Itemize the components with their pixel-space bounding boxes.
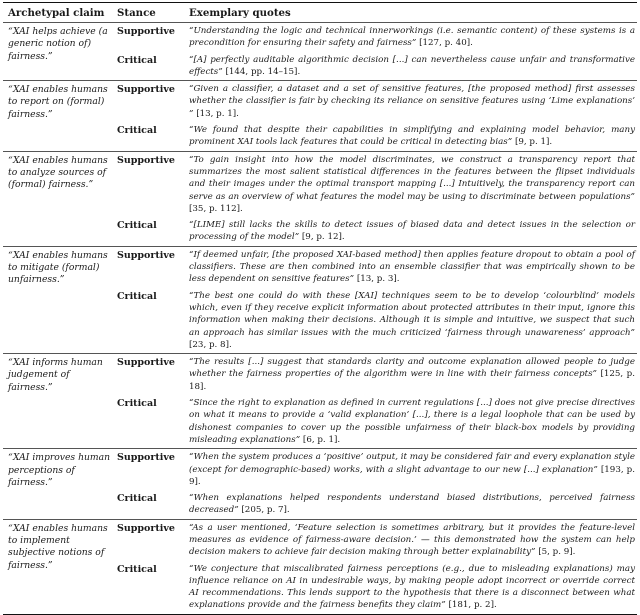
table-row (117, 288, 637, 353)
exemplary-quote (189, 249, 637, 286)
exemplary-quote (189, 219, 637, 244)
archetypal-claim: “XAI improves human perceptions of fairness.” (8, 452, 111, 488)
exemplary-quote (189, 492, 637, 517)
quote-text: “The best one could do with these [XAI] techniques seem to be to develop ‘colourblind’ models which, even if they receive explicit information about protected attributes in their input, ignore this information when making their decisions. Although it is simple and intuitive, we suspect that such an approach has similar issues with the much criticized ‘fairness through unawareness’ approach” (189, 290, 635, 338)
table-row (117, 520, 637, 561)
stance-label: Supportive (117, 84, 175, 96)
table-row (117, 52, 637, 81)
stance-label: Supportive (117, 357, 175, 369)
quote-text: “[A] perfectly auditable algorithmic decision [...] can nevertheless cause unfair and transformative effects” (189, 54, 635, 77)
claim-group (3, 354, 637, 449)
claim-group (3, 152, 637, 247)
quote-text: “We conjecture that miscalibrated fairness perceptions (e.g., due to misleading explanations) may influence reliance on AI in undesirable ways, by making people adopt incorrect or override correct AI recommendations. This lends support to the hypothesis that there is a disconnect between what explanations provide and the fairness benefits they claim” (189, 563, 635, 611)
quote-text: “Given a classifier, a dataset and a set of sensitive features, [the proposed method] first assesses whether the classifier is fair by checking its reliance on sensitive features using ‘Lime explanations’ ” (189, 84, 635, 119)
quote-text: “Since the right to explanation as defined in current regulations [...] does not give precise directives on what it means to provide a ‘valid explanation’ [...], there is a legal loophole that can be used by dishonest companies to cover up the possible unfairness of their black-box models by providing misleading explanations” (189, 398, 635, 445)
table-row (117, 122, 637, 151)
header-exemplary-quotes: Exemplary quotes (189, 6, 291, 19)
quote-text: “To gain insight into how the model discriminates, we construct a transparency report that summarizes the most salient statistical differences in the features between the flipset individuals and their images under the optimal transport mapping [...] Intuitively, the transparency report can serve as an overview of what features the model may be using to discriminate between populations” (189, 154, 635, 202)
citation-reference: [6, p. 1]. (300, 434, 341, 445)
stance-label: Critical (117, 220, 157, 232)
exemplary-quote (189, 451, 637, 488)
table-row (117, 561, 637, 614)
archetypal-claim: “XAI helps achieve (a generic notion of) fairness.” (8, 26, 108, 62)
citation-reference: [5, p. 9]. (535, 547, 576, 558)
header-stance: Stance (117, 6, 156, 19)
claim-group (3, 81, 637, 151)
citation-reference: [23, p. 8]. (189, 339, 232, 350)
archetypal-claim: “XAI enables humans to report on (formal) fairness.” (8, 84, 108, 120)
stance-label: Critical (117, 290, 157, 302)
table-row (117, 152, 637, 217)
archetypal-claim: “XAI informs human judgement of fairness.” (8, 357, 103, 393)
table-row (117, 490, 637, 519)
exemplary-quote (189, 356, 637, 393)
table-row (117, 217, 637, 246)
table-row (117, 23, 637, 52)
claims-table (3, 2, 637, 615)
quote-text: “When the system produces a ‘positive’ output, it may be considered fair and every explanation style (except for demographic-based) works, with a slight advantage to our new [...] explanation” (189, 452, 635, 475)
exemplary-quote (189, 154, 637, 215)
exemplary-quote (189, 397, 637, 446)
exemplary-quote (189, 83, 637, 120)
citation-reference: [9, p. 12]. (299, 232, 345, 243)
table-row (117, 449, 637, 490)
exemplary-quote (189, 290, 637, 351)
exemplary-quote (189, 25, 637, 50)
exemplary-quote (189, 563, 637, 612)
quote-text: “When explanations helped respondents understand biased distributions, perceived fairness decreased” (189, 493, 635, 516)
stance-label: Supportive (117, 452, 175, 464)
stance-label: Supportive (117, 154, 175, 166)
table-row (117, 81, 637, 122)
header-archetypal-claim: Archetypal claim (8, 6, 105, 19)
table-row (117, 247, 637, 288)
claim-group (3, 23, 637, 81)
citation-reference: [13, p. 1]. (193, 108, 239, 119)
citation-reference: [127, p. 40]. (416, 38, 473, 49)
exemplary-quote (189, 522, 637, 559)
citation-reference: [193, p. 9]. (189, 464, 635, 487)
quote-text: “We found that despite their capabilities in simplifying and explaining model behavior, many prominent XAI tools lack features that could be critical in detecting bias” (189, 125, 635, 148)
stance-label: Critical (117, 563, 157, 575)
citation-reference: [9, p. 1]. (512, 137, 553, 148)
claim-group (3, 449, 637, 519)
archetypal-claim: “XAI enables humans to implement subjective notions of fairness.” (8, 522, 108, 571)
citation-reference: [205, p. 7]. (238, 505, 290, 516)
exemplary-quote (189, 124, 637, 149)
table-body (3, 23, 637, 614)
archetypal-claim: “XAI enables humans to mitigate (formal) unfairness.” (8, 249, 108, 286)
citation-reference: [181, p. 2]. (445, 600, 497, 611)
citation-reference: [144, pp. 14–15]. (222, 66, 301, 77)
stance-label: Critical (117, 125, 157, 137)
exemplary-quote (189, 54, 637, 79)
quote-text: “As a user mentioned, ‘Feature selection is sometimes arbitrary, but it provides the feature-level measures as evidence of fairness-aware decision.’ — this demonstrated how the system can help decision makers to achieve fair decision making through better explainability” (189, 522, 635, 558)
quote-text: “[LIME] still lacks the skills to detect issues of biased data and detect issues in the selection or processing of the model” (189, 220, 635, 243)
stance-label: Supportive (117, 249, 175, 261)
archetypal-claim: “XAI enables humans to analyze sources of (formal) fairness.” (8, 154, 108, 191)
citation-reference: [35, p. 112]. (189, 203, 243, 214)
stance-label: Critical (117, 398, 157, 410)
stance-label: Critical (117, 493, 157, 505)
citation-reference: [125, p. 18]. (189, 369, 635, 392)
quote-text: “If deemed unfair, [the proposed XAI-based method] then applies feature dropout to obtain a pool of classifiers. These are then combined into an ensemble classifier that was empirically shown to be less dependent on sensitive features” (189, 249, 635, 285)
quote-text: “The results [...] suggest that standards clarity and outcome explanation allowed people to judge whether the fairness properties of the algorithm were in line with their fairness concepts” (189, 357, 635, 380)
stance-label: Supportive (117, 522, 175, 534)
stance-label: Supportive (117, 26, 175, 37)
table-header (3, 3, 637, 23)
stance-label: Critical (117, 54, 157, 66)
citation-reference: [13, p. 3]. (354, 274, 400, 285)
table-row (117, 395, 637, 448)
table-row (117, 354, 637, 395)
claim-group (3, 247, 637, 354)
quote-text: “Understanding the logic and technical innerworkings (i.e. semantic content) of these systems is a precondition for ensuring their safety and fairness” (189, 26, 635, 49)
claim-group (3, 520, 637, 614)
